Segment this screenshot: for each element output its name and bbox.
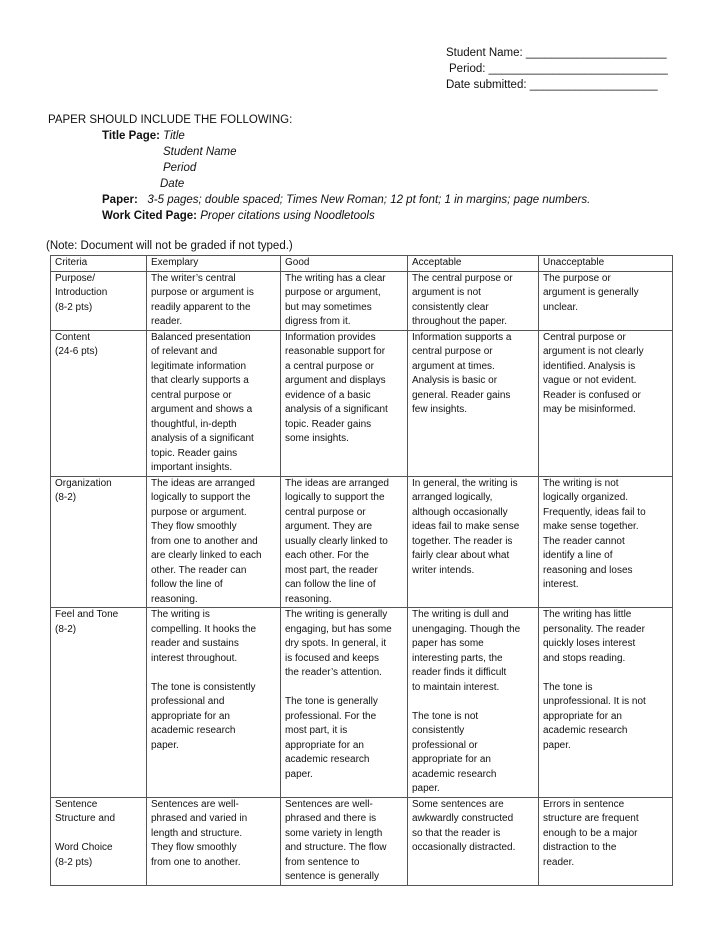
works-cited-row [48, 208, 688, 224]
cell-text-line: academic research [151, 725, 236, 736]
cell-text-line: academic research [412, 768, 497, 780]
cell-text-line: arranged logically, [412, 492, 493, 503]
cell-text-line: occasionally distracted. [412, 842, 516, 853]
cell-text-line: interest throughout. [151, 652, 238, 664]
criteria-cell [51, 608, 147, 798]
title-page-item: Period [163, 162, 197, 174]
unacceptable-cell [539, 271, 673, 330]
title-page-item: Date [160, 178, 185, 190]
rubric-row [51, 271, 673, 330]
cell-text-line: argument and shows a [151, 404, 253, 415]
cell-spacer [151, 666, 276, 681]
cell-text-line: unprofessional. It is not [543, 696, 646, 707]
cell-text-line: Information provides [285, 331, 376, 343]
good-cell [281, 797, 408, 885]
exemplary-cell [147, 271, 281, 330]
cell-text-line: reasonable support for [285, 346, 386, 357]
cell-text-line: paper. [412, 783, 440, 794]
cell-text-line: most part, it is [285, 725, 348, 736]
cell-text-line: so that the reader is [412, 827, 501, 839]
cell-text-line: fairly clear about what [412, 550, 510, 561]
cell-text-line: academic research [543, 725, 628, 736]
cell-text-line: central purpose or [151, 389, 232, 401]
cell-text-line: dry spots. In general, it [285, 638, 387, 649]
typed-note: (Note: Document will not be graded if not typed.) [46, 240, 293, 252]
cell-text-line: logically organized. [543, 492, 629, 503]
cell-text-line: The central purpose or [412, 272, 513, 284]
student-name-line: Student Name: ______________________ [446, 47, 667, 59]
cell-text-line: (8-2) [55, 492, 77, 503]
cell-text-line: (8-2 pts) [55, 856, 93, 868]
exemplary-cell [147, 476, 281, 608]
cell-spacer [285, 681, 403, 696]
cell-text-line: paper. [543, 739, 571, 751]
cell-text-line: a central purpose or [285, 360, 374, 372]
unacceptable-cell [539, 608, 673, 798]
column-header: Acceptable [408, 256, 539, 272]
cell-text-line: appropriate for an [285, 739, 364, 751]
cell-text-line: reader finds it difficult [412, 667, 507, 678]
cell-text-line: The tone is consistently [151, 681, 256, 693]
cell-text-line: engaging, but has some [285, 623, 392, 635]
paper-label: Paper: [102, 194, 138, 206]
column-header: Exemplary [147, 256, 281, 272]
cell-text-line: The tone is [543, 681, 593, 693]
cell-text-line: legitimate information [151, 360, 247, 372]
cell-text-line: They flow smoothly [151, 842, 237, 853]
cell-spacer [412, 695, 534, 710]
cell-text-line: reasoning. [151, 593, 198, 605]
acceptable-cell [408, 476, 539, 608]
cell-text-line: academic research [285, 754, 370, 765]
cell-text-line: reader and sustains [151, 638, 239, 649]
cell-text-line: The reader cannot [543, 535, 625, 547]
cell-text-line: Errors in sentence [543, 798, 625, 810]
cell-text-line: topic. Reader gains [285, 418, 372, 430]
cell-text-line: vague or not evident. [543, 375, 637, 386]
cell-text-line: Sentence [55, 798, 98, 810]
cell-text-line: argument and displays [285, 375, 386, 386]
cell-text-line: interest. [543, 579, 579, 590]
cell-text-line: but may sometimes [285, 301, 372, 313]
cell-text-line: awkwardly constructed [412, 813, 514, 824]
cell-text-line: They flow smoothly [151, 521, 237, 532]
cell-text-line: structure are frequent [543, 813, 639, 824]
cell-text-line: Some sentences are [412, 798, 504, 810]
rubric-header-row [51, 256, 673, 272]
cell-text-line: thoughtful, in-depth [151, 418, 237, 430]
good-cell [281, 271, 408, 330]
cell-text-line: identified. Analysis is [543, 360, 636, 372]
rubric-row [51, 797, 673, 885]
cell-text-line: The purpose or [543, 272, 611, 284]
good-cell [281, 608, 408, 798]
cell-text-line: few insights. [412, 404, 468, 415]
cell-text-line: Feel and Tone [55, 609, 119, 620]
cell-text-line: evidence of a basic [285, 389, 371, 401]
cell-text-line: interesting parts, the [412, 652, 503, 664]
works-cited-label: Work Cited Page: [102, 210, 197, 222]
cell-text-line: usually clearly linked to [285, 535, 388, 547]
cell-text-line: Information supports a [412, 331, 512, 343]
good-cell [281, 476, 408, 608]
cell-text-line: argument is generally [543, 287, 639, 298]
cell-text-line: unclear. [543, 301, 579, 313]
cell-text-line: Analysis is basic or [412, 375, 498, 386]
cell-text-line: purpose or argument is [151, 287, 254, 298]
acceptable-cell [408, 330, 539, 476]
title-page-item: Title [163, 130, 185, 142]
requirements-heading: PAPER SHOULD INCLUDE THE FOLLOWING: [48, 114, 293, 126]
cell-text-line: paper has some [412, 638, 484, 649]
cell-text-line: purpose or argument. [151, 506, 247, 518]
cell-text-line: argument is not clearly [543, 346, 644, 357]
unacceptable-cell [539, 476, 673, 608]
cell-text-line: The writing is dull and [412, 609, 509, 620]
cell-text-line: can follow the line of [285, 579, 376, 590]
unacceptable-cell [539, 330, 673, 476]
cell-spacer [543, 666, 668, 681]
cell-text-line: purpose or argument, [285, 287, 381, 298]
cell-text-line: The writing has little [543, 609, 632, 620]
cell-text-line: most part, the reader [285, 564, 378, 576]
unacceptable-cell [539, 797, 673, 885]
cell-text-line: and stops reading. [543, 652, 626, 664]
column-header: Unacceptable [539, 256, 673, 272]
cell-text-line: Central purpose or [543, 331, 626, 343]
cell-text-line: logically to support the [151, 492, 251, 503]
cell-text-line: argument is not [412, 287, 481, 298]
cell-text-line: personality. The reader [543, 623, 645, 635]
cell-text-line: distraction to the [543, 842, 617, 853]
rubric-row [51, 476, 673, 608]
cell-text-line: to maintain interest. [412, 681, 500, 693]
column-header: Good [281, 256, 408, 272]
cell-text-line: important insights. [151, 462, 233, 473]
cell-text-line: The ideas are arranged [151, 477, 255, 489]
title-page-row [48, 128, 688, 144]
cell-text-line: Introduction [55, 287, 108, 298]
cell-text-line: Sentences are well- [151, 798, 239, 810]
cell-text-line: reasoning and loses [543, 564, 633, 576]
cell-text-line: length and structure. [151, 827, 243, 839]
cell-text-line: from one to another. [151, 856, 241, 868]
criteria-cell [51, 476, 147, 608]
cell-text-line: (8-2) [55, 623, 77, 635]
cell-text-line: the reader’s attention. [285, 667, 382, 678]
cell-text-line: Reader is confused or [543, 389, 641, 401]
cell-text-line: that clearly supports a [151, 375, 249, 386]
good-cell [281, 330, 408, 476]
cell-text-line: Structure and [55, 813, 116, 824]
cell-text-line: Balanced presentation [151, 331, 251, 343]
cell-text-line: analysis of a significant [151, 433, 254, 444]
cell-text-line: some insights. [285, 433, 349, 444]
cell-text-line: are clearly linked to each [151, 550, 262, 561]
period-line: Period: ____________________________ [449, 63, 668, 75]
cell-text-line: together. The reader is [412, 535, 513, 547]
cell-text-line: central purpose or [285, 506, 366, 518]
exemplary-cell [147, 797, 281, 885]
cell-text-line: Content [55, 331, 91, 343]
title-page-label: Title Page: [102, 130, 160, 142]
cell-text-line: argument. They are [285, 521, 373, 532]
cell-text-line: enough to be a major [543, 827, 638, 839]
paper-requirements [48, 112, 688, 224]
cell-text-line: writer intends. [412, 564, 475, 576]
grading-rubric-table [50, 255, 673, 886]
cell-text-line: (8-2 pts) [55, 301, 93, 313]
cell-text-line: identify a line of [543, 550, 613, 561]
cell-text-line: appropriate for an [412, 754, 491, 765]
cell-text-line: The writing is [151, 609, 210, 620]
cell-text-line: sentence is generally [285, 871, 379, 882]
cell-text-line: compelling. It hooks the [151, 623, 257, 635]
cell-text-line: digress from it. [285, 316, 351, 327]
date-submitted-line: Date submitted: ____________________ [446, 79, 658, 91]
cell-text-line: from one to another and [151, 535, 258, 547]
cell-text-line: readily apparent to the [151, 301, 251, 313]
criteria-cell [51, 797, 147, 885]
cell-text-line: from sentence to [285, 856, 360, 868]
cell-text-line: paper. [285, 768, 313, 780]
cell-text-line: reader. [151, 316, 183, 327]
cell-text-line: is focused and keeps [285, 652, 379, 664]
cell-text-line: In general, the writing is [412, 477, 518, 489]
cell-text-line: of relevant and [151, 346, 218, 357]
cell-text-line: The ideas are arranged [285, 477, 389, 489]
cell-text-line: The writing is not [543, 477, 619, 489]
cell-text-line: other. The reader can [151, 564, 247, 576]
cell-text-line: Word Choice [55, 842, 113, 853]
cell-text-line: reasoning. [285, 593, 332, 605]
exemplary-cell [147, 608, 281, 798]
cell-text-line: Sentences are well- [285, 798, 373, 810]
cell-text-line: quickly loses interest [543, 638, 636, 649]
cell-text-line: general. Reader gains [412, 389, 511, 401]
rubric-row [51, 608, 673, 798]
cell-text-line: unengaging. Though the [412, 623, 521, 635]
paper-spec: 3-5 pages; double spaced; Times New Roman; 12 pt font; 1 in margins; page numbers. [147, 194, 591, 206]
cell-text-line: The tone is generally [285, 696, 378, 707]
cell-text-line: The tone is not [412, 710, 479, 722]
acceptable-cell [408, 271, 539, 330]
column-header: Criteria [51, 256, 147, 272]
cell-text-line: central purpose or [412, 346, 493, 357]
works-cited-spec: Proper citations using Noodletools [200, 210, 375, 222]
cell-text-line: appropriate for an [151, 710, 230, 722]
cell-text-line: reader. [543, 856, 575, 868]
cell-text-line: ideas fail to make sense [412, 521, 520, 532]
cell-text-line: consistently [412, 725, 465, 736]
cell-text-line: topic. Reader gains [151, 447, 238, 459]
acceptable-cell [408, 608, 539, 798]
cell-text-line: throughout the paper. [412, 316, 508, 327]
cell-text-line: paper. [151, 739, 179, 751]
cell-text-line: make sense together. [543, 521, 639, 532]
cell-text-line: although occasionally [412, 506, 508, 518]
cell-text-line: professional or [412, 739, 478, 751]
criteria-cell [51, 271, 147, 330]
cell-text-line: The writing has a clear [285, 272, 386, 284]
criteria-cell [51, 330, 147, 476]
cell-text-line: analysis of a significant [285, 404, 388, 415]
cell-text-line: logically to support the [285, 492, 385, 503]
cell-text-line: Purpose/ [55, 272, 96, 284]
cell-text-line: The writing is generally [285, 609, 388, 620]
student-info-header [446, 45, 686, 93]
cell-text-line: may be misinformed. [543, 404, 636, 415]
cell-text-line: some variety in length [285, 827, 383, 839]
cell-text-line: follow the line of [151, 579, 223, 590]
title-page-item: Student Name [163, 146, 237, 158]
rubric-row [51, 330, 673, 476]
cell-text-line: The writer’s central [151, 272, 236, 284]
cell-text-line: (24-6 pts) [55, 346, 98, 357]
cell-text-line: consistently clear [412, 301, 489, 313]
cell-spacer [55, 827, 142, 842]
cell-text-line: Frequently, ideas fail to [543, 506, 646, 518]
cell-text-line: professional. For the [285, 710, 377, 722]
cell-text-line: professional and [151, 696, 225, 707]
cell-text-line: appropriate for an [543, 710, 622, 722]
cell-text-line: argument at times. [412, 360, 495, 372]
paper-row [48, 192, 688, 208]
cell-text-line: phrased and there is [285, 813, 377, 824]
cell-text-line: phrased and varied in [151, 813, 248, 824]
cell-text-line: each other. For the [285, 550, 369, 561]
acceptable-cell [408, 797, 539, 885]
exemplary-cell [147, 330, 281, 476]
cell-text-line: and structure. The flow [285, 842, 387, 853]
cell-text-line: Organization [55, 477, 112, 489]
